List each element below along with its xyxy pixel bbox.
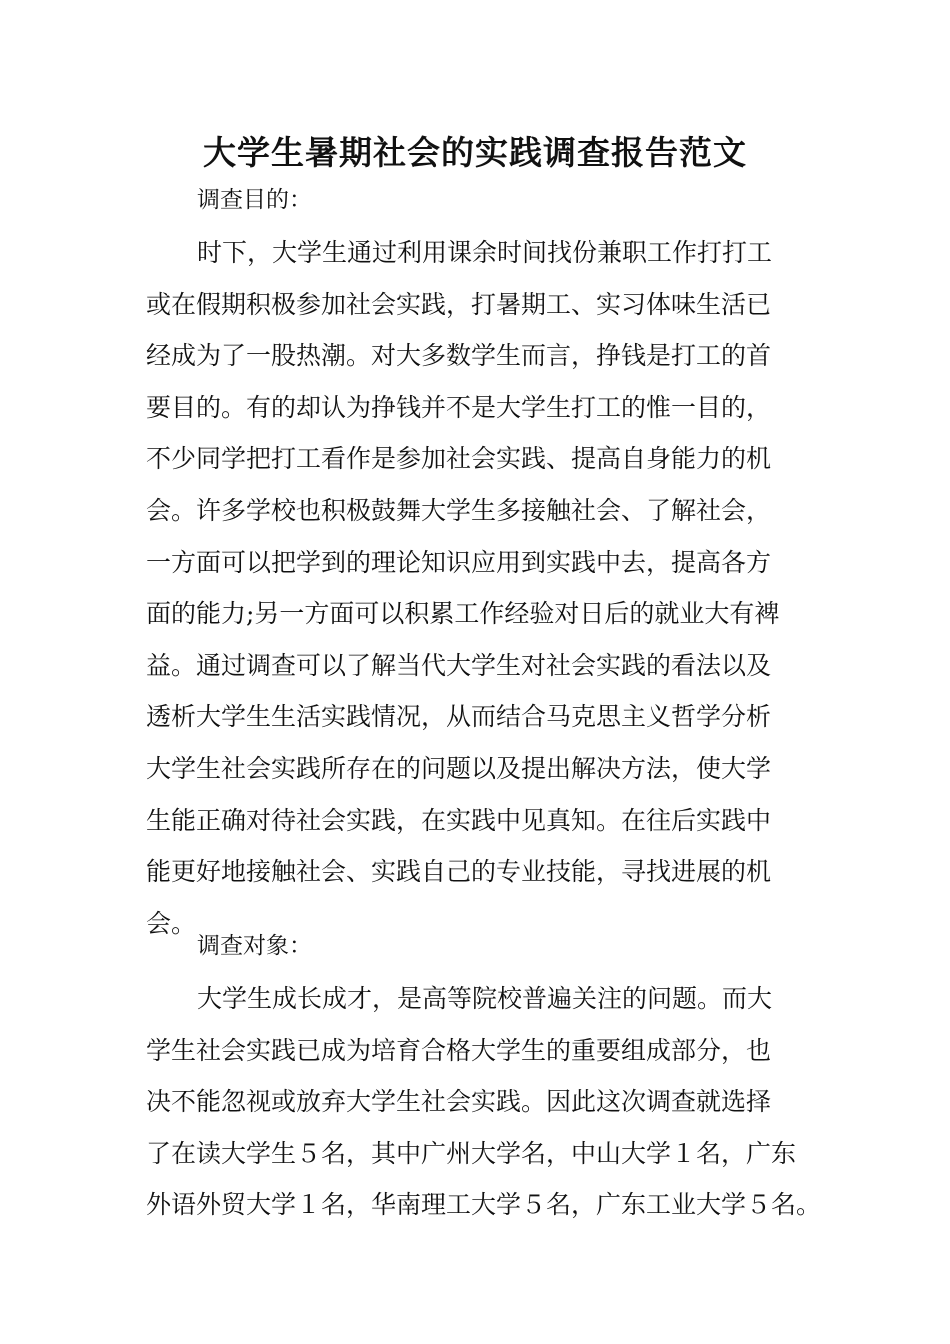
paragraph-line: 决不能忽视或放弃大学生社会实践。因此这次调查就选择	[146, 1087, 772, 1117]
paragraph-line: 大学生成长成才，是高等院校普遍关注的问题。而大	[197, 984, 773, 1013]
paragraph-line: 一方面可以把学到的理论知识应用到实践中去，提高各方	[146, 547, 772, 577]
document-title: 大学生暑期社会的实践调查报告范文	[203, 133, 747, 172]
paragraph-line: 能更好地接触社会、实践自己的专业技能，寻找进展的机	[146, 857, 772, 887]
paragraph-line: 面的能力;另一方面可以积累工作经验对日后的就业大有裨	[146, 599, 780, 629]
paragraph-line: 了在读大学生５名，其中广州大学名，中山大学１名，广东	[146, 1138, 797, 1168]
section-heading-subjects: 调查对象：	[197, 933, 312, 959]
paragraph-line: 生能正确对待社会实践，在实践中见真知。在往后实践中	[146, 805, 772, 835]
paragraph-line: 不少同学把打工看作是参加社会实践、提高自身能力的机	[146, 444, 772, 474]
paragraph-line: 要目的。有的却认为挣钱并不是大学生打工的惟一目的，	[146, 392, 772, 422]
paragraph-line: 时下，大学生通过利用课余时间找份兼职工作打打工	[197, 238, 773, 267]
paragraph-line: 学生社会实践已成为培育合格大学生的重要组成部分，也	[146, 1035, 772, 1065]
paragraph-line: 会。许多学校也积极鼓舞大学生多接触社会、了解社会，	[146, 495, 772, 525]
paragraph-line: 外语外贸大学１名，华南理工大学５名，广东工业大学５名。	[146, 1190, 822, 1220]
paragraph-line: 或在假期积极参加社会实践，打暑期工、实习体味生活已	[146, 289, 772, 319]
section-heading-purpose: 调查目的：	[197, 187, 312, 213]
paragraph-line: 经成为了一股热潮。对大多数学生而言，挣钱是打工的首	[146, 341, 772, 371]
paragraph-line: 大学生社会实践所存在的问题以及提出解决方法，使大学	[146, 753, 772, 783]
paragraph-subjects	[146, 973, 826, 1231]
paragraph-line: 益。通过调查可以了解当代大学生对社会实践的看法以及	[146, 650, 772, 680]
paragraph-purpose	[146, 227, 826, 949]
paragraph-line: 会。	[146, 908, 197, 938]
paragraph-line: 透析大学生生活实践情况，从而结合马克思主义哲学分析	[146, 702, 772, 732]
